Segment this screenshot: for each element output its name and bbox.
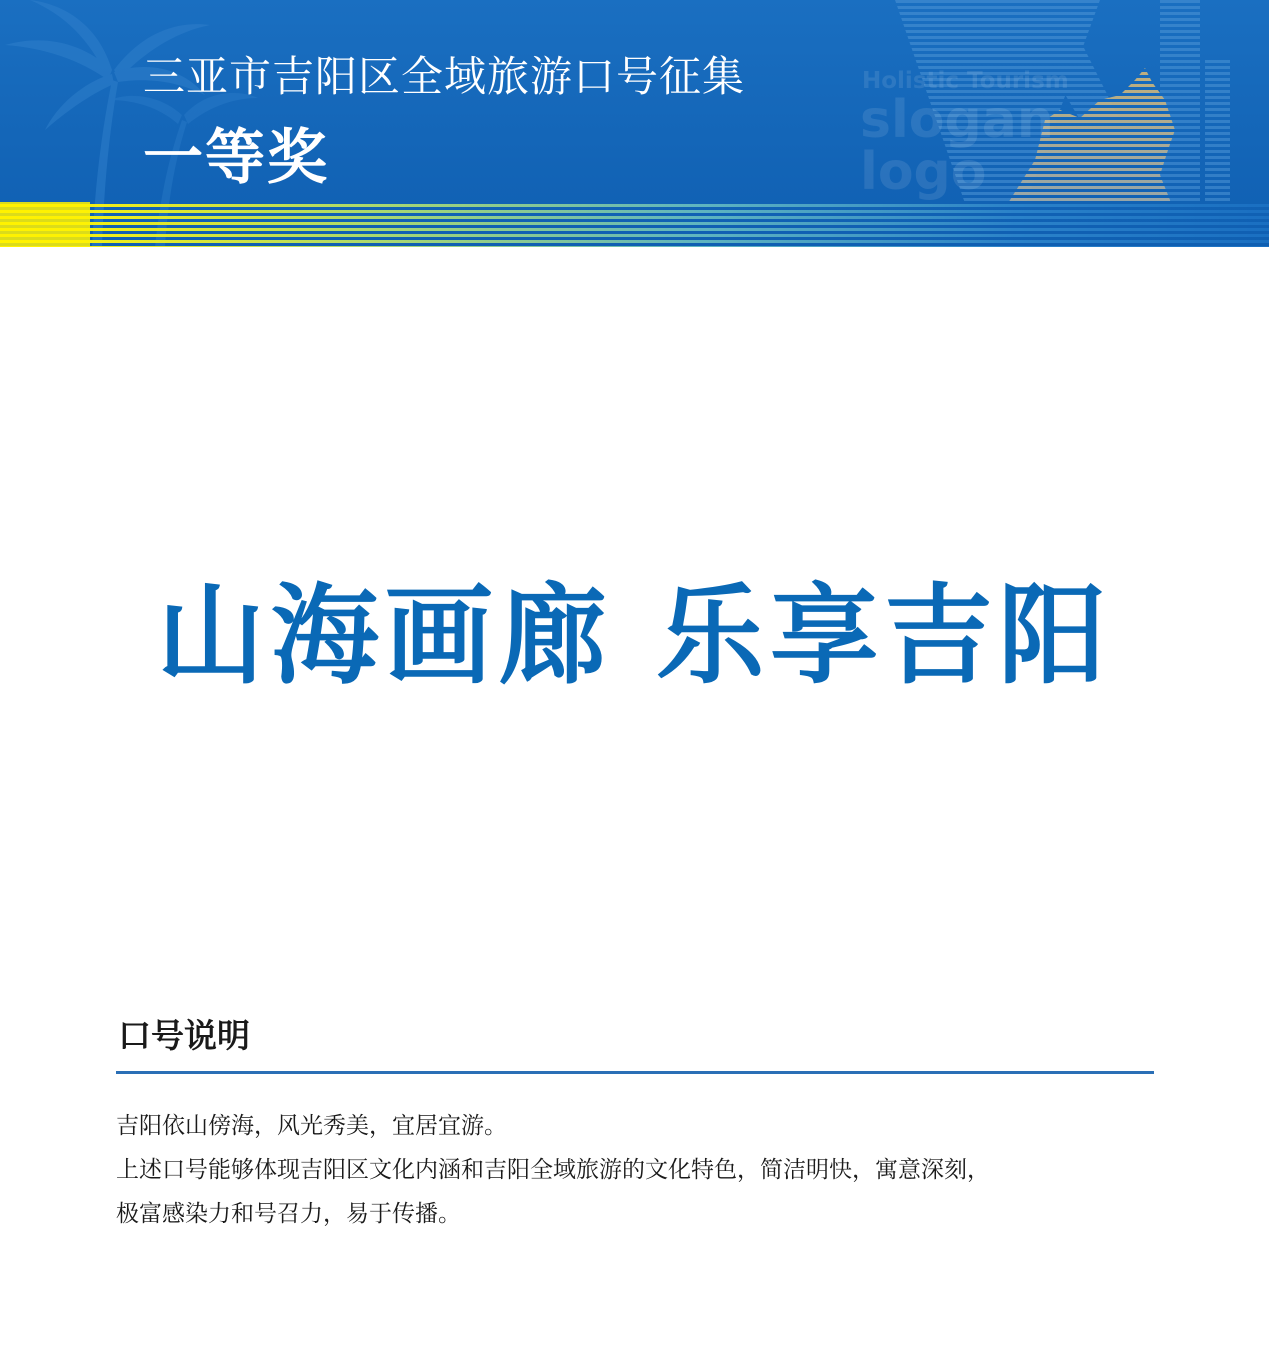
watermark-holistic-tourism: Holistic Tourism <box>862 68 1069 94</box>
explanation-line: 上述口号能够体现吉阳区文化内涵和吉阳全域旅游的文化特色，简洁明快，寓意深刻， <box>116 1157 990 1183</box>
explanation-line: 极富感染力和号召力，易于传播。 <box>116 1201 461 1227</box>
explanation-line: 吉阳依山傍海，风光秀美，宜居宜游。 <box>116 1113 507 1139</box>
header-banner <box>0 0 1269 247</box>
watermark-logo: logo <box>860 142 987 202</box>
banner-title: 三亚市吉阳区全域旅游口号征集 <box>143 52 746 101</box>
section-divider <box>116 1071 1154 1074</box>
gradient-stripe <box>0 202 1269 247</box>
explanation-heading: 口号说明 <box>118 1016 250 1055</box>
watermark-slogan: slogan <box>860 90 1054 150</box>
slogan-text: 山海画廊 乐享吉阳 <box>156 574 1113 699</box>
award-level: 一等奖 <box>143 123 329 193</box>
